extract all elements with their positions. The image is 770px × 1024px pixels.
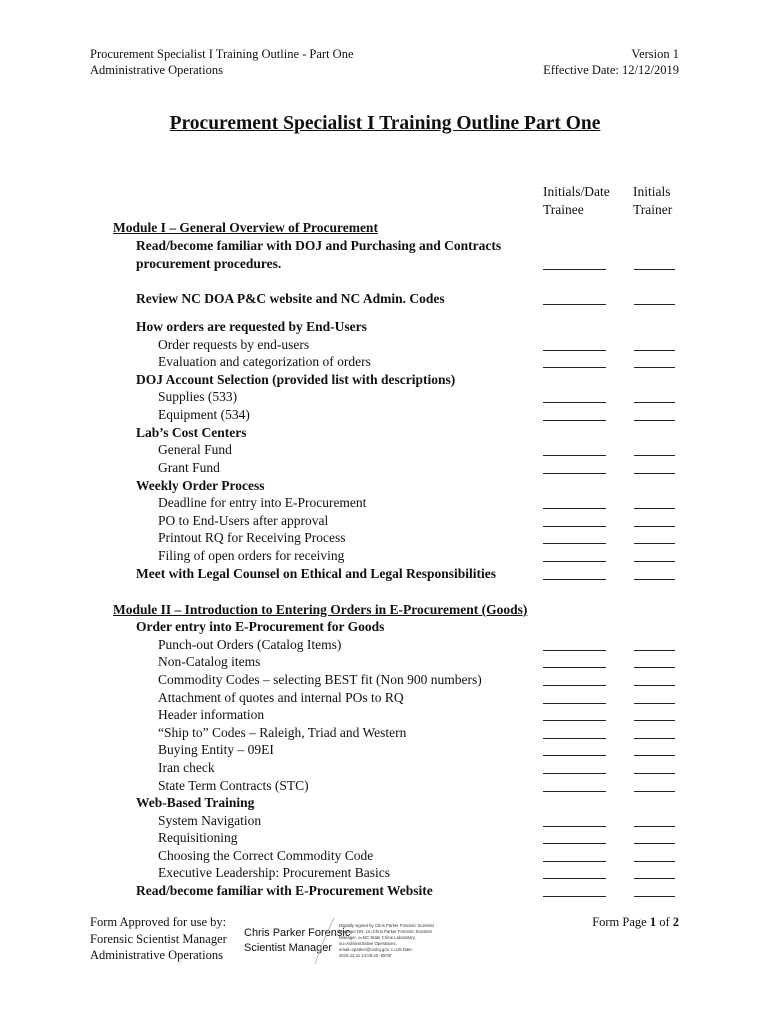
trainer-initials-line[interactable] (634, 269, 675, 270)
outline-item (0, 759, 770, 777)
outline-section (0, 371, 770, 389)
outline-item (0, 636, 770, 654)
header-document-name: Procurement Specialist I Training Outline - Part One (90, 47, 354, 61)
trainer-initials-line[interactable] (634, 755, 675, 756)
outline-text: Deadline for entry into E-Procurement (158, 495, 367, 510)
trainer-initials-line[interactable] (634, 861, 675, 862)
outline-item (0, 812, 770, 830)
outline-text: “Ship to” Codes – Raleigh, Triad and Western (158, 725, 407, 740)
trainer-initials-line[interactable] (634, 650, 675, 651)
outline-text: Executive Leadership: Procurement Basics (158, 865, 391, 880)
trainee-initials-line[interactable] (543, 826, 606, 827)
outline-text: Attachment of quotes and internal POs to RQ (158, 690, 404, 705)
trainer-initials-line[interactable] (634, 685, 675, 686)
trainee-initials-line[interactable] (543, 269, 606, 270)
trainee-initials-line[interactable] (543, 561, 606, 562)
trainer-initials-line[interactable] (634, 402, 675, 403)
column-header-trainee (543, 183, 610, 219)
trainer-initials-line[interactable] (634, 579, 675, 580)
outline-item (0, 441, 770, 459)
column-header-trainee-line1: Initials/Date (543, 184, 610, 199)
outline-item (0, 459, 770, 477)
running-header-left (90, 46, 354, 78)
outline-section (0, 237, 770, 255)
outline-item (0, 829, 770, 847)
trainer-initials-line[interactable] (634, 526, 675, 527)
outline-text: Meet with Legal Counsel on Ethical and Legal Responsibilities (136, 566, 497, 581)
page-number-prefix: Form Page (592, 915, 650, 929)
outline-item (0, 406, 770, 424)
outline-text: Choosing the Correct Commodity Code (158, 848, 374, 863)
trainer-initials-line[interactable] (634, 843, 675, 844)
outline-item (0, 706, 770, 724)
trainer-initials-line[interactable] (634, 455, 675, 456)
trainee-initials-line[interactable] (543, 773, 606, 774)
trainee-initials-line[interactable] (543, 703, 606, 704)
trainee-initials-line[interactable] (543, 350, 606, 351)
page-number-current: 1 (649, 915, 657, 929)
outline-item (0, 689, 770, 707)
trainer-initials-line[interactable] (634, 720, 675, 721)
outline-text: Printout RQ for Receiving Process (158, 530, 346, 545)
outline-text: Punch-out Orders (Catalog Items) (158, 637, 342, 652)
outline-text: DOJ Account Selection (provided list with descriptions) (136, 372, 456, 387)
page-number-of: of (656, 915, 673, 929)
outline-text: Requisitioning (158, 830, 238, 845)
trainee-initials-line[interactable] (543, 508, 606, 509)
column-header-trainer-line2: Trainer (633, 202, 673, 217)
trainer-initials-line[interactable] (634, 826, 675, 827)
outline-section (0, 565, 770, 583)
outline-text: Non-Catalog items (158, 654, 261, 669)
approval-line: Form Approved for use by: (90, 915, 227, 929)
outline-section (0, 255, 770, 273)
signature-stroke-icon (312, 916, 342, 966)
outline-text: Buying Entity – 09EI (158, 742, 274, 757)
outline-text: Evaluation and categorization of orders (158, 354, 371, 369)
outline-text: Weekly Order Process (136, 478, 265, 493)
outline-item (0, 741, 770, 759)
outline-text: Order entry into E-Procurement for Goods (136, 619, 385, 634)
trainee-initials-line[interactable] (543, 843, 606, 844)
trainee-initials-line[interactable] (543, 650, 606, 651)
outline-text: procurement procedures. (136, 256, 282, 271)
trainer-initials-line[interactable] (634, 543, 675, 544)
outline-item (0, 547, 770, 565)
trainer-initials-line[interactable] (634, 703, 675, 704)
outline-text: Header information (158, 707, 265, 722)
outline-text: Module I – General Overview of Procurement (113, 220, 378, 235)
page-number (592, 915, 679, 930)
trainer-initials-line[interactable] (634, 367, 675, 368)
outline-section (0, 424, 770, 442)
column-header-trainer-line1: Initials (633, 184, 671, 199)
trainee-initials-line[interactable] (543, 543, 606, 544)
outline-text: Lab’s Cost Centers (136, 425, 247, 440)
approval-block (90, 914, 227, 964)
outline-section (0, 618, 770, 636)
outline-section (0, 477, 770, 495)
trainer-initials-line[interactable] (634, 773, 675, 774)
outline-item (0, 864, 770, 882)
approver-title: Forensic Scientist Manager (90, 931, 227, 946)
outline-item (0, 847, 770, 865)
module-heading (0, 601, 770, 619)
outline-section (0, 882, 770, 900)
outline-item (0, 724, 770, 742)
trainee-initials-line[interactable] (543, 455, 606, 456)
trainee-initials-line[interactable] (543, 402, 606, 403)
header-version: Version 1 (631, 47, 679, 61)
trainer-initials-line[interactable] (634, 667, 675, 668)
approver-department: Administrative Operations (90, 948, 223, 962)
outline-text: Supplies (533) (158, 389, 238, 404)
outline-text: Read/become familiar with E-Procurement Website (136, 883, 433, 898)
signature-name-line2: Scientist Manager (244, 942, 333, 954)
outline-text: Read/become familiar with DOJ and Purchasing and Contracts (136, 238, 502, 253)
outline-text: Iran check (158, 760, 215, 775)
trainee-initials-line[interactable] (543, 738, 606, 739)
digital-signature-details: Digitally signed by Chris Parker Forensic Scientist Manager DN: cn=Chris Parker Forensic Scientist Manager, o=NC State Crime Laboratory, ou=Administrative Operations, email=cparker@ncdoj.gov, c=US Date: 2019.12.11 13:06:43 -05'00' (339, 923, 434, 958)
running-header-right (543, 46, 679, 78)
outline-text: How orders are requested by End-Users (136, 319, 367, 334)
trainer-initials-line[interactable] (634, 896, 675, 897)
outline-text: Web-Based Training (136, 795, 255, 810)
trainee-initials-line[interactable] (543, 420, 606, 421)
trainee-initials-line[interactable] (543, 685, 606, 686)
outline-section (0, 290, 770, 308)
trainee-initials-line[interactable] (543, 526, 606, 527)
page-number-total: 2 (672, 915, 679, 929)
trainee-initials-line[interactable] (543, 579, 606, 580)
outline-text: General Fund (158, 442, 232, 457)
trainee-initials-line[interactable] (543, 791, 606, 792)
outline-text: PO to End-Users after approval (158, 513, 329, 528)
outline-text: System Navigation (158, 813, 262, 828)
outline-item (0, 494, 770, 512)
outline-text: Order requests by end-users (158, 337, 310, 352)
outline-item (0, 512, 770, 530)
outline-item (0, 529, 770, 547)
outline-section (0, 318, 770, 336)
trainee-initials-line[interactable] (543, 878, 606, 879)
outline-text: Review NC DOA P&C website and NC Admin. Codes (136, 291, 445, 306)
outline-text: Module II – Introduction to Entering Orders in E-Procurement (Goods) (113, 602, 528, 617)
trainee-initials-line[interactable] (543, 473, 606, 474)
outline-text: Grant Fund (158, 460, 220, 475)
signature-name-line1: Chris Parker Forensic (244, 927, 351, 939)
module-heading (0, 219, 770, 237)
outline-item (0, 336, 770, 354)
outline-item (0, 653, 770, 671)
trainer-initials-line[interactable] (634, 738, 675, 739)
column-header-trainee-line2: Trainee (543, 202, 584, 217)
outline-text: Filing of open orders for receiving (158, 548, 345, 563)
trainer-initials-line[interactable] (634, 304, 675, 305)
trainee-initials-line[interactable] (543, 304, 606, 305)
trainee-initials-line[interactable] (543, 755, 606, 756)
trainer-initials-line[interactable] (634, 791, 675, 792)
outline-text: State Term Contracts (STC) (158, 778, 309, 793)
trainee-initials-line[interactable] (543, 896, 606, 897)
trainee-initials-line[interactable] (543, 367, 606, 368)
outline-item (0, 388, 770, 406)
header-effective-date: Effective Date: 12/12/2019 (543, 63, 679, 77)
trainer-initials-line[interactable] (634, 878, 675, 879)
outline-text: Equipment (534) (158, 407, 250, 422)
page-title: Procurement Specialist I Training Outline Part One (169, 113, 601, 134)
trainee-initials-line[interactable] (543, 720, 606, 721)
outline-text: Commodity Codes – selecting BEST fit (Non 900 numbers) (158, 672, 482, 687)
outline-item (0, 777, 770, 795)
trainer-initials-line[interactable] (634, 420, 675, 421)
trainer-initials-line[interactable] (634, 350, 675, 351)
trainee-initials-line[interactable] (543, 667, 606, 668)
outline-item (0, 671, 770, 689)
trainee-initials-line[interactable] (543, 861, 606, 862)
trainer-initials-line[interactable] (634, 561, 675, 562)
trainer-initials-line[interactable] (634, 473, 675, 474)
header-department: Administrative Operations (90, 63, 223, 77)
trainer-initials-line[interactable] (634, 508, 675, 509)
column-header-trainer (633, 183, 672, 219)
outline-item (0, 353, 770, 371)
outline-section (0, 794, 770, 812)
